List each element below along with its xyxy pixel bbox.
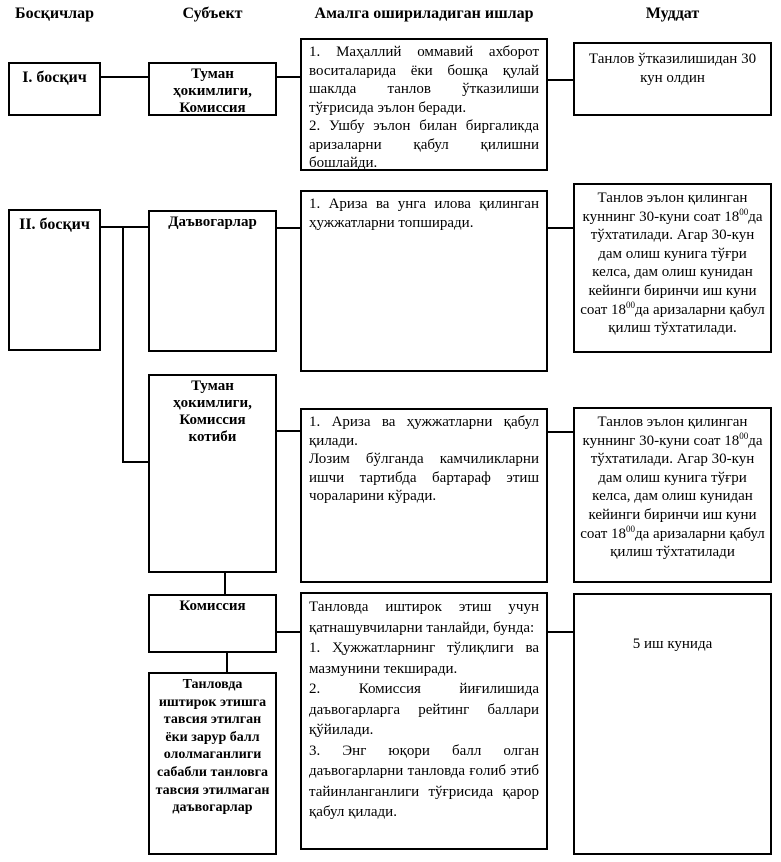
subject-box-hokimlik-commission: Туман ҳокимлиги, Комиссия (148, 62, 277, 116)
deadline-text: да аризаларни қабул қилиш тўхтатилади (610, 525, 765, 561)
connector-stage1-to-subject (99, 76, 148, 78)
connector-actions4-to-deadline (546, 631, 573, 633)
connector-secretary-to-commission (224, 571, 226, 594)
header-stages: Босқичлар (14, 5, 94, 22)
header-subject: Субъект (182, 5, 243, 22)
connector-actions2-to-deadline (546, 227, 573, 229)
deadline-text: да аризаларни қабул қилиш тўхтатилади. (608, 301, 765, 337)
deadline-superscript: 00 (739, 430, 749, 441)
connector-commission-to-actions (275, 631, 300, 633)
connector-subject2-to-actions (275, 227, 300, 229)
connector-branch-to-secretary (122, 461, 148, 463)
stage1-box: I. босқич (8, 62, 101, 116)
deadline-text: да тўхтатилади. Агар 30-кун дам олиш кунига тўғри келса, дам олиш кунидан кейинги биринчи иш куни соат 18 (580, 432, 763, 542)
action-paragraph: 2. Комиссия йиғилишида даъвогарларга рейтинг баллари қўйилади. (309, 681, 539, 738)
connector-commission-to-result (226, 651, 228, 672)
connector-actions1-to-deadline (546, 79, 573, 81)
stage2-box: II. босқич (8, 209, 101, 351)
connector-subject1-to-actions (275, 76, 300, 78)
deadline-superscript: 00 (626, 523, 635, 534)
actions-box-commission (300, 592, 548, 850)
deadline-box-commission: 5 иш кунида (573, 593, 772, 855)
deadline-superscript: 00 (626, 299, 635, 310)
deadline-superscript: 00 (739, 206, 749, 217)
connector-actions3-to-deadline (546, 431, 573, 433)
action-paragraph: 2. Ушбу эълон билан биргаликда аризаларни қабул қилишни бошлайди. (309, 118, 539, 171)
action-paragraph: Танловда иштирок этиш учун қатнашувчиларни танлайди, бунда: (309, 599, 539, 636)
action-paragraph: 1. Ариза ва ҳужжатларни қабул қилади. (309, 414, 539, 449)
subject-box-commission-secretary: Туман ҳокимлиги, Комиссия котиби (148, 374, 277, 573)
deadline-box-secretary (573, 407, 772, 583)
connector-secretary-to-actions (275, 430, 300, 432)
action-paragraph: 1. Ҳужжатларнинг тўлиқлиги ва мазмунини текширади. (309, 640, 539, 677)
deadline-box-stage1: Танлов ўтказилишидан 30 кун олдин (573, 42, 772, 116)
actions-box-applicants (300, 190, 548, 372)
action-paragraph: 1. Маҳаллий оммавий ахборот воситаларида ёки бошқа қулай шаклда танлов ўтказилиши тўғрисида эълон беради. (309, 44, 539, 116)
deadline-text: Танлов эълон қилинган куннинг 30-куни соат 18 (582, 190, 748, 225)
actions-box-stage1 (300, 38, 548, 171)
header-deadline: Муддат (645, 5, 700, 22)
header-actions: Амалга ошириладиган ишлар (314, 5, 534, 22)
deadline-text: Танлов эълон қилинган куннинг 30-куни соат 18 (582, 414, 748, 449)
deadline-text: да тўхтатилади. Агар 30-кун дам олиш кунига тўғри келса, дам олиш кунидан кейинги биринчи иш куни соат 18 (580, 208, 763, 318)
connector-branch-vertical (122, 226, 124, 463)
action-paragraph: Лозим бўлганда камчиликларни ишчи тартибда бартараф этиш чораларини кўради. (309, 451, 539, 504)
deadline-box-applicants (573, 183, 772, 353)
subject-box-applicants: Даъвогарлар (148, 210, 277, 352)
actions-box-secretary (300, 408, 548, 583)
result-box-applicants-outcome: Танловда иштирок этишга тавсия этилган ёки зарур балл ололмаганлиги сабабли танловга тавсия этилмаган даъвогарлар (148, 672, 277, 855)
action-paragraph: 1. Ариза ва унга илова қилинган ҳужжатларни топширади. (309, 196, 539, 231)
action-paragraph: 3. Энг юқори балл олган даъвогарларни танловда ғолиб этиб тайинланганлиги тўғрисида қарор қабул қилади. (309, 742, 539, 820)
subject-box-commission: Комиссия (148, 594, 277, 653)
